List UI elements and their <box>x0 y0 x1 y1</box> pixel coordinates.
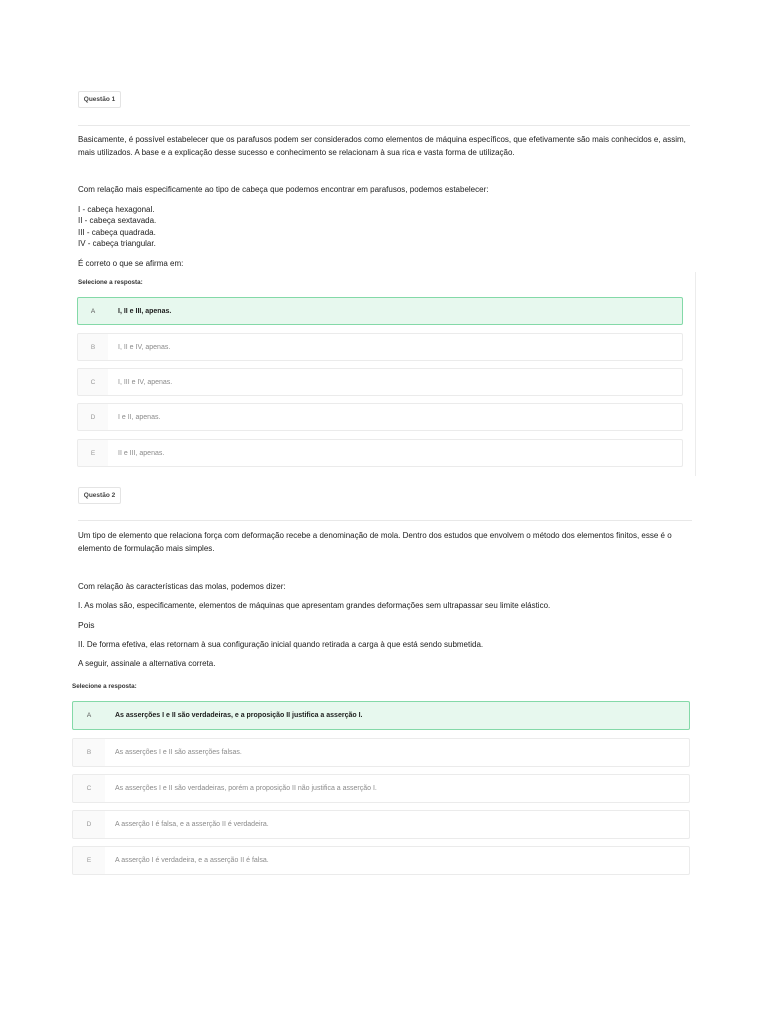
question-2-question: A seguir, assinale a alternativa correta. <box>78 659 216 668</box>
question-1-option-e[interactable] <box>77 439 683 467</box>
statement-item: I - cabeça hexagonal. <box>78 205 155 214</box>
option-letter: B <box>73 739 105 766</box>
option-letter: E <box>78 440 108 466</box>
question-2-prompt: Com relação às características das molas, podemos dizer: <box>78 582 286 591</box>
question-1-option-c[interactable] <box>77 368 683 396</box>
statement-item: II - cabeça sextavada. <box>78 216 157 226</box>
option-text: A asserção I é falsa, e a asserção II é verdadeira. <box>115 821 269 828</box>
question-2-option-b[interactable] <box>72 738 690 767</box>
option-letter: D <box>73 811 105 838</box>
statement-item: III - cabeça quadrada. <box>78 227 156 237</box>
question-1-option-a[interactable] <box>77 297 683 325</box>
question-2-intro: Um tipo de elemento que relaciona força com deformação recebe a denominação de mola. Dentro dos estudos que envolvem o método dos elementos finitos, esse é o elemento de formulação mais simples. <box>78 531 672 553</box>
question-1-option-b[interactable] <box>77 333 683 361</box>
question-2-badge: Questão 2 <box>78 487 121 504</box>
option-letter: B <box>78 334 108 360</box>
option-letter: D <box>78 404 108 430</box>
option-text: As asserções I e II são verdadeiras, e a proposição II justifica a asserção I. <box>115 712 363 719</box>
question-2-option-d[interactable] <box>72 810 690 839</box>
question-1-badge: Questão 1 <box>78 91 121 108</box>
question-2-option-a[interactable] <box>72 701 690 730</box>
option-text: I, III e IV, apenas. <box>118 378 173 386</box>
option-letter: C <box>78 369 108 395</box>
question-1-prompt: Com relação mais especificamente ao tipo de cabeça que podemos encontrar em parafusos, podemos estabelecer: <box>78 185 489 194</box>
question-2-divider <box>78 520 692 521</box>
select-answer-label: Selecione a resposta: <box>72 683 137 690</box>
question-2-option-e[interactable] <box>72 846 690 875</box>
assertion-1: I. As molas são, especificamente, elementos de máquinas que apresentam grandes deformações sem ultrapassar seu limite elástico. <box>78 601 551 610</box>
option-text: As asserções I e II são verdadeiras, porém a proposição II não justifica a asserção I. <box>115 785 377 792</box>
statement-item: IV - cabeça triangular. <box>78 239 156 249</box>
option-letter: E <box>73 847 105 874</box>
question-1-divider <box>78 125 690 126</box>
question-1-question: É correto o que se afirma em: <box>78 259 184 268</box>
assertion-connector: Pois <box>78 620 95 630</box>
option-letter: A <box>86 712 92 719</box>
question-2-option-c[interactable] <box>72 774 690 803</box>
option-text: II e III, apenas. <box>118 449 165 457</box>
option-text: As asserções I e II são asserções falsas. <box>115 749 242 756</box>
option-text: I, II e III, apenas. <box>118 307 172 315</box>
option-text: I e II, apenas. <box>118 413 161 421</box>
question-1-intro: Basicamente, é possível estabelecer que os parafusos podem ser considerados como elementos de máquina específicos, que efetivamente são mais conhecidos e, assim, mais utilizados. A base e a explicação desse sucesso e conhecimento se relacionam à sua rica e vasta forma de utilização. <box>78 135 686 157</box>
option-text: A asserção I é verdadeira, e a asserção II é falsa. <box>115 857 269 864</box>
option-letter: A <box>90 307 96 315</box>
option-text: I, II e IV, apenas. <box>118 343 171 351</box>
option-letter: C <box>73 775 105 802</box>
question-1-option-d[interactable] <box>77 403 683 431</box>
assertion-2: II. De forma efetiva, elas retornam à sua configuração inicial quando retirada a carga à que está sendo submetida. <box>78 640 484 649</box>
statement-list <box>78 204 156 250</box>
select-answer-label: Selecione a resposta: <box>78 279 143 286</box>
